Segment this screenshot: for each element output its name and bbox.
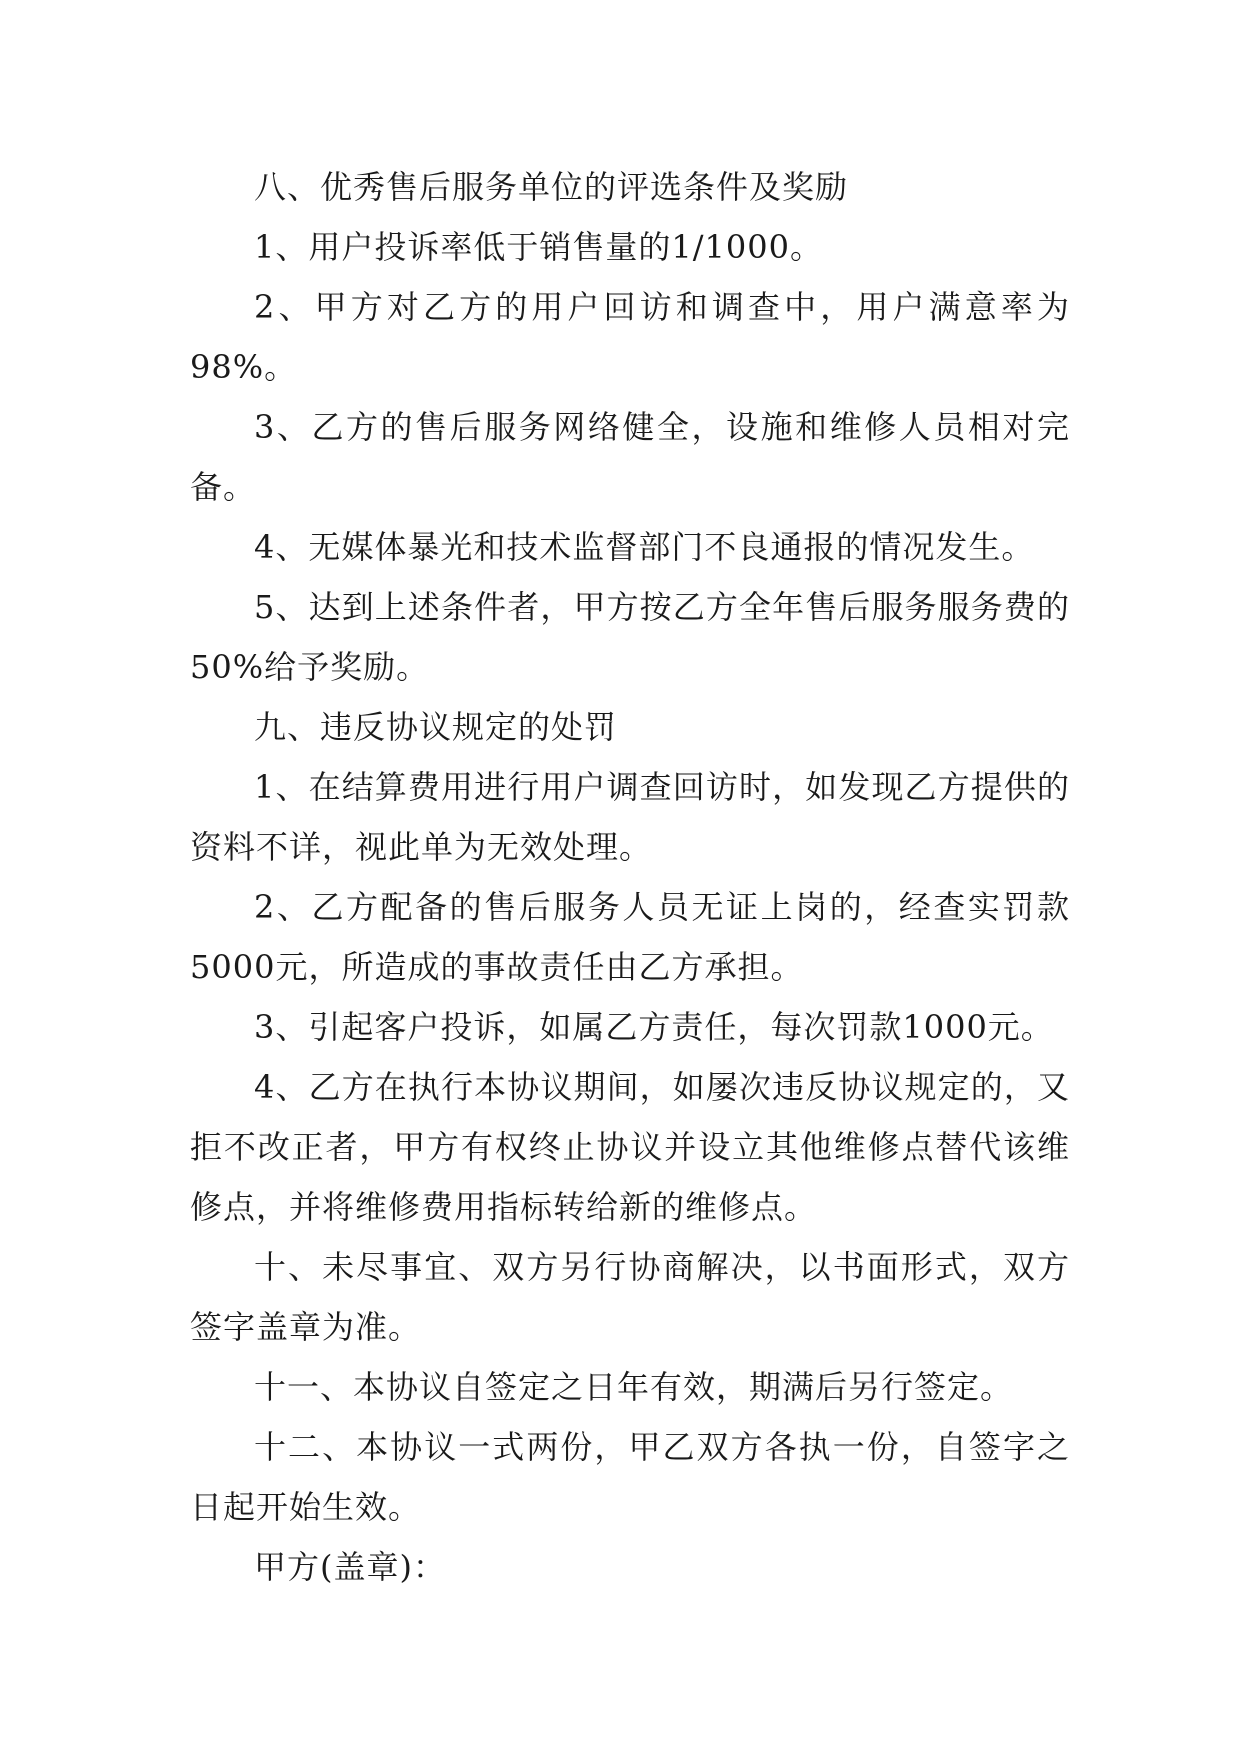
section-heading-12: 十二、本协议一式两份，甲乙双方各执一份，自签字之日起开始生效。: [190, 1428, 1070, 1526]
paragraph: 2、乙方配备的售后服务人员无证上岗的，经查实罚款5000元，所造成的事故责任由乙方承担。: [190, 888, 1070, 986]
section-heading-11: 十一、本协议自签定之日年有效，期满后另行签定。: [254, 1368, 1014, 1406]
paragraph: 4、乙方在执行本协议期间，如屡次违反协议规定的，又拒不改正者，甲方有权终止协议并设立其他维修点替代该维修点，并将维修费用指标转给新的维修点。: [190, 1068, 1070, 1226]
paragraph: 2、甲方对乙方的用户回访和调查中，用户满意率为98%。: [190, 288, 1070, 386]
paragraph: 1、在结算费用进行用户调查回访时，如发现乙方提供的资料不详，视此单为无效处理。: [190, 768, 1070, 866]
paragraph: 5、达到上述条件者，甲方按乙方全年售后服务服务费的50%给予奖励。: [190, 588, 1070, 686]
paragraph: 3、乙方的售后服务网络健全，设施和维修人员相对完备。: [190, 408, 1070, 506]
section-heading-8: 八、优秀售后服务单位的评选条件及奖励: [254, 168, 849, 206]
document-body: [190, 157, 1070, 1597]
section-heading-10: 十、未尽事宜、双方另行协商解决，以书面形式，双方签字盖章为准。: [190, 1248, 1070, 1346]
paragraph: 4、无媒体暴光和技术监督部门不良通报的情况发生。: [254, 528, 1035, 566]
signature-party-a: 甲方(盖章)：: [254, 1548, 446, 1586]
paragraph: 3、引起客户投诉，如属乙方责任，每次罚款1000元。: [254, 1008, 1054, 1046]
section-heading-9: 九、违反协议规定的处罚: [254, 708, 618, 746]
paragraph: 1、用户投诉率低于销售量的1/1000。: [254, 228, 823, 266]
